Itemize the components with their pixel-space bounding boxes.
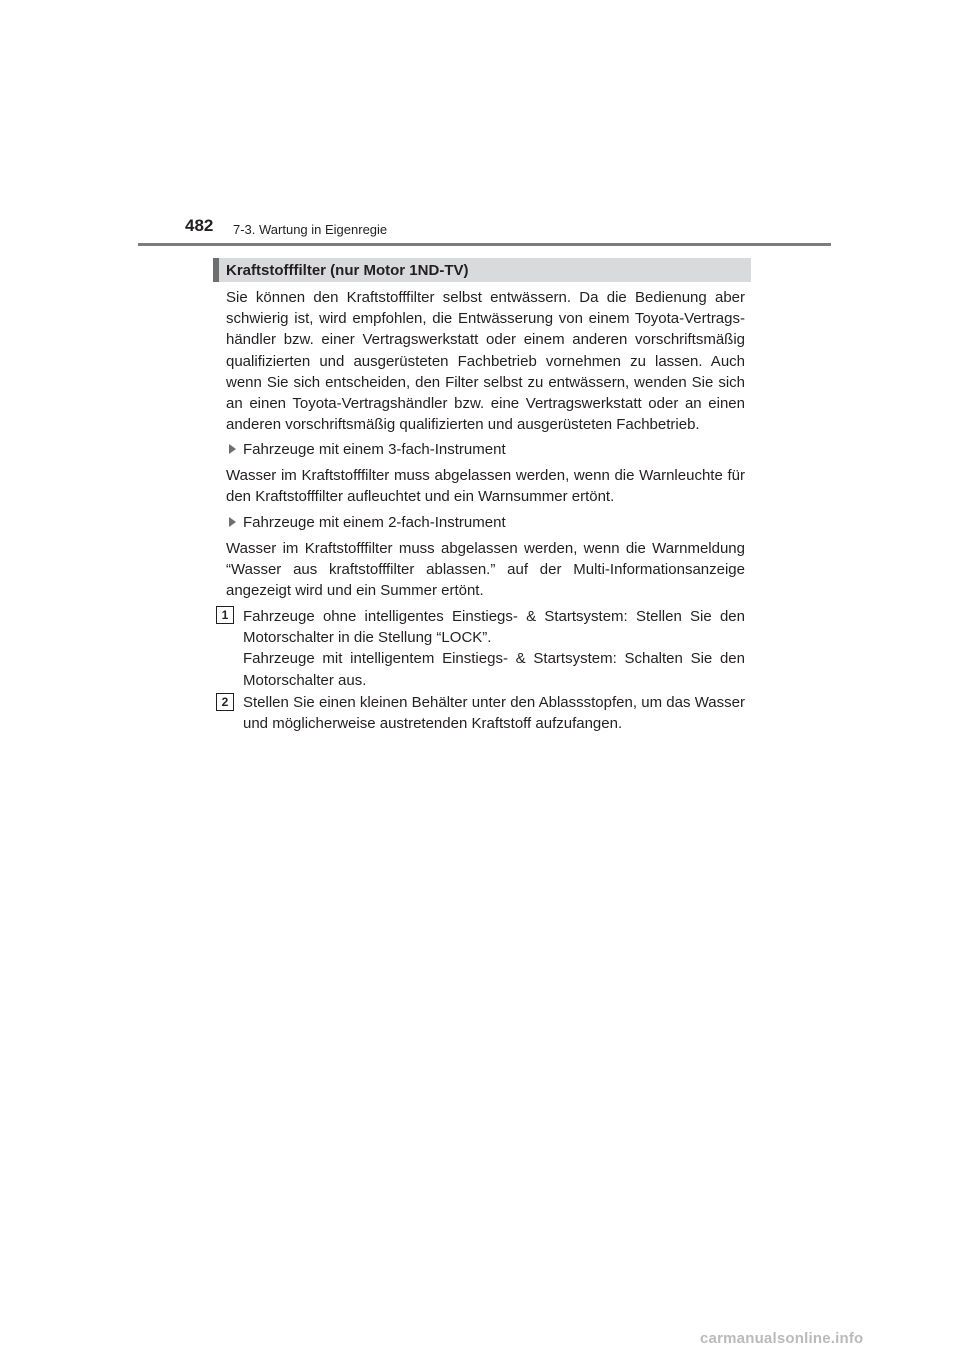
variant-heading-label: Fahrzeuge mit einem 2-fach-Instrument [243, 514, 506, 531]
step-line: Fahrzeuge ohne intelligentes Einstiegs- & Startsystem: Stellen Sie den Motorschalter in die Stellung “LOCK”. [243, 608, 745, 647]
intro-paragraph: Sie können den Kraftstofffilter selbst entwässern. Da die Bedienung aber schwierig ist, wird empfohlen, die Entwässerung von einem Toyota-Vertragshändler bzw. einer Vertragswerkstatt oder einem anderen vorschriftsmäßig qualifizierten und ausgerüsteten Fachbetrieb vornehmen zu lassen. Auch wenn Sie sich entscheiden, den Filter selbst zu entwässern, wenden Sie sich an einen Toyota-Vertragshändler bzw. eine Vertragswerkstatt oder an einen anderen vorschriftsmäßig qualifizierten und ausgerüsteten Fachbetrieb. [226, 289, 745, 434]
variant-heading-2-fach [226, 512, 506, 533]
page-number: 482 [185, 216, 214, 235]
section-header [213, 258, 751, 282]
variant-text-2-fach: Wasser im Kraftstofffilter muss abgelassen werden, wenn die Warnmeldung “Wasser aus kraftstofffilter ablassen.” auf der Multi-Informationsanzeige angezeigt wird und ein Summer ertönt. [226, 540, 745, 600]
step-line: Stellen Sie einen kleinen Behälter unter den Ablassstopfen, um das Wasser und möglicherweise austretenden Kraftstoff aufzufangen. [243, 694, 745, 733]
step-text [243, 606, 745, 691]
variant-heading-3-fach [226, 439, 506, 460]
variant-heading-label: Fahrzeuge mit einem 3-fach-Instrument [243, 441, 506, 458]
variant-text-3-fach: Wasser im Kraftstofffilter muss abgelassen werden, wenn die Warnleuchte für den Kraftstofffilter aufleuchtet und ein Warnsummer ertönt. [226, 467, 745, 506]
header-rule [138, 243, 831, 246]
triangle-bullet-icon [229, 517, 236, 527]
triangle-bullet-icon [229, 444, 236, 454]
watermark: carmanualsonline.info [700, 1330, 864, 1347]
step-text [243, 692, 745, 734]
section-title: Kraftstofffilter (nur Motor 1ND-TV) [226, 262, 469, 279]
step-number-box: 1 [216, 606, 234, 624]
chapter-title: 7-3. Wartung in Eigenregie [233, 222, 388, 237]
step-number-box: 2 [216, 693, 234, 711]
step-line: Fahrzeuge mit intelligentem Einstiegs- & Startsystem: Schalten Sie den Motorschalter aus. [243, 650, 745, 689]
section-accent [213, 258, 219, 282]
